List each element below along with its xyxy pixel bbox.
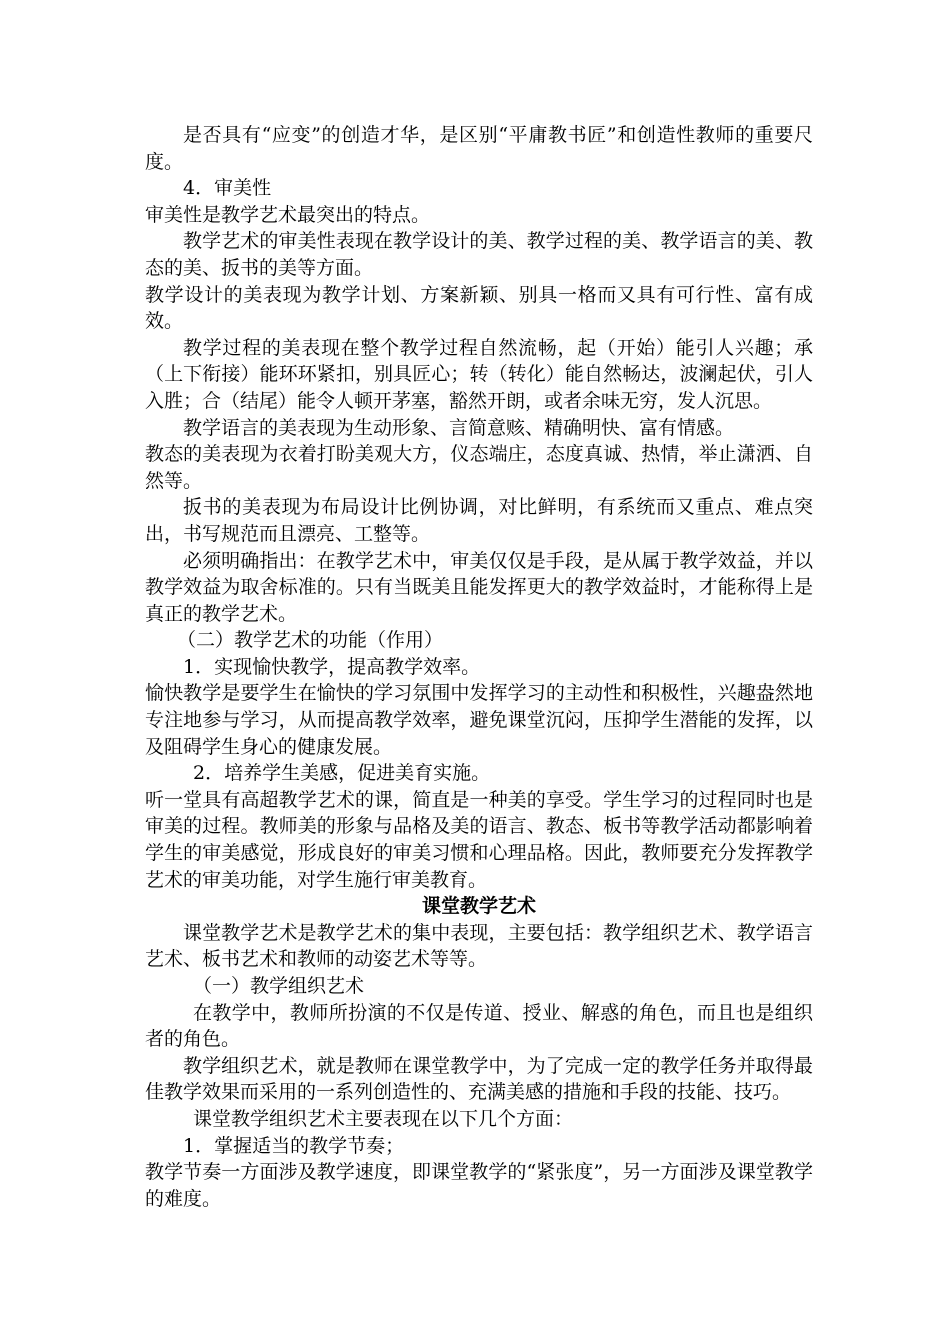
paragraph: 扳书的美表现为布局设计比例协调，对比鲜明，有系统而又重点、难点突出，书写规范而且漂亮、工整等。 — [145, 496, 813, 545]
paragraph: 课堂教学艺术是教学艺术的集中表现，主要包括：教学组织艺术、教学语言艺术、板书艺术和教师的动姿艺术等等。 — [145, 921, 813, 971]
section-heading: （二）教学艺术的功能（作用） — [177, 629, 444, 652]
chapter-title: 课堂教学艺术 — [421, 895, 536, 918]
paragraph: 是否具有“应变”的创造才华，是区别“平庸教书匠”和创造性教师的重要尺度。 — [145, 124, 813, 173]
paragraph: 审美性是教学艺术最突出的特点。 — [145, 203, 431, 226]
paragraph: 教学组织艺术，就是教师在课堂教学中，为了完成一定的教学任务并取得最佳教学效果而采用的一系列创造性的、充满美感的措施和手段的技能、技巧。 — [145, 1054, 813, 1104]
paragraph: 教学节奏一方面涉及教学速度，即课堂教学的“紧张度”，另一方面涉及课堂教学的难度。 — [145, 1161, 813, 1210]
section-heading: （一）教学组织艺术 — [193, 975, 365, 997]
paragraph: 教学过程的美表现在整个教学过程自然流畅，起（开始）能引人兴趣；承（上下衔接）能环环紧扣，别具匠心；转（转化）能自然畅达，波澜起伏，引人入胜；合（结尾）能令人顿开茅塞，豁然开朗，或者余味无穷，发人沉思。 — [145, 336, 813, 412]
paragraph: 教学设计的美表现为教学计划、方案新颖、别具一格而又具有可行性、富有成效。 — [145, 283, 813, 333]
paragraph: 教学艺术的审美性表现在教学设计的美、教学过程的美、教学语言的美、教态的美、扳书的美等方面。 — [145, 230, 813, 279]
paragraph: 愉快教学是要学生在愉快的学习氛围中发挥学习的主动性和积极性，兴趣盎然地专注地参与学习，从而提高教学效率，避免课堂沉闷，压抑学生潜能的发挥，以及阻碍学生身心的健康发展。 — [145, 682, 813, 758]
paragraph: 听一堂具有高超教学艺术的课，简直是一种美的享受。学生学习的过程同时也是审美的过程。教师美的形象与品格及美的语言、教态、板书等教学活动都影响着学生的审美感觉，形成良好的审美习惯和心理品格。因此，教师要充分发挥教学艺术的审美功能，对学生施行审美教育。 — [145, 788, 813, 891]
list-heading: 1．实现愉快教学，提高教学效率。 — [183, 655, 481, 678]
paragraph: 教学语言的美表现为生动形象、言简意赅、精确明快、富有情感。 — [183, 416, 735, 439]
paragraph: 教态的美表现为衣着打盼美观大方，仪态端庄，态度真诚、热情，举止潇洒、自然等。 — [145, 443, 813, 492]
list-heading: 4．审美性 — [183, 177, 272, 200]
paragraph: 课堂教学组织艺术主要表现在以下几个方面： — [193, 1107, 574, 1130]
document-page — [145, 122, 813, 1212]
list-heading: 1．掌握适当的教学节奏； — [183, 1134, 405, 1157]
list-heading: 2．培养学生美感，促进美育实施。 — [193, 762, 491, 785]
paragraph: 在教学中，教师所扮演的不仅是传道、授业、解惑的角色，而且也是组织者的角色。 — [145, 1001, 813, 1051]
paragraph: 必须明确指出：在教学艺术中，审美仅仅是手段，是从属于教学效益，并以教学效益为取舍标准的。只有当既美且能发挥更大的教学效益时，才能称得上是真正的教学艺术。 — [145, 549, 813, 625]
